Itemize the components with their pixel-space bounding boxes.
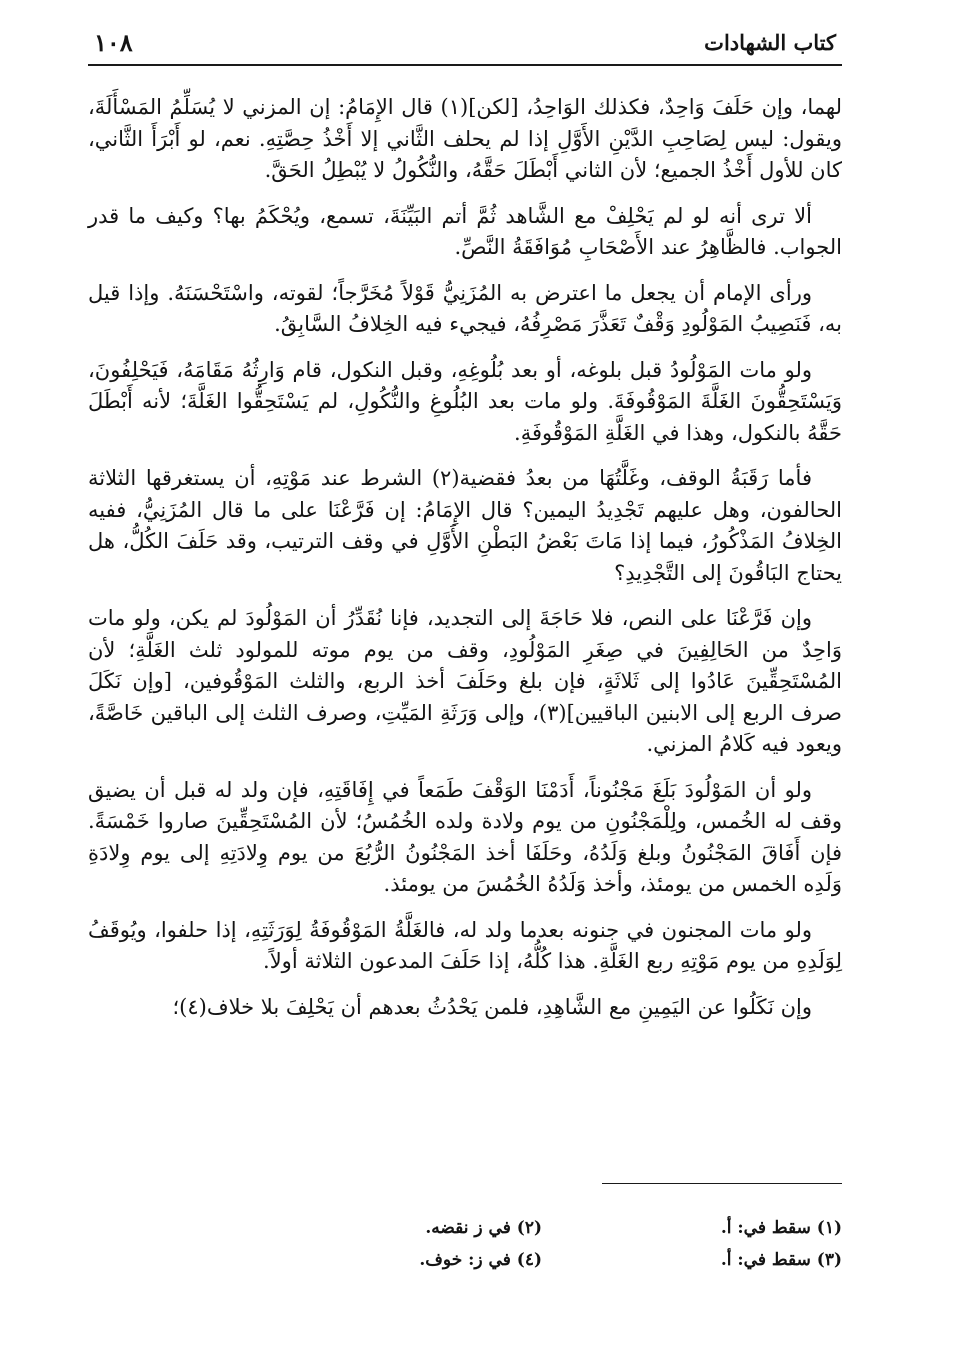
paragraph: لهما، وإن حَلَفَ وَاحِدٌ، فكذلك الوَاحِدُ، [لكن](١) قال الإِمَامُ: إن المزني لا يُسَلِّمُ المَسْأَلَةَ، ويقول: ليس لِصَاحِبِ الدَّيْنِ الأَوَّلِ إذا لم يحلف الثَّاني إلا أَخْذُ حِصَّتِهِ. نعم، لو أَبْرَأَ الثَّاني، كان للأول أَخْذُ الجميع؛ لأن الثاني أَبْطَلَ حَقَّهُ، والنُّكُولُ لا يُبْطِلُ الحَقَّ. bbox=[88, 95, 843, 182]
paragraph: ولو أن المَوْلُودَ بَلَغَ مَجْنُوناً، أَدَمْنَا الوَقْفَ طَمَعاً في إِفَاقَتِهِ، فإن ولد له قبل أن يضيق وقف له الخُمس، ولِلْمَجْنُونِ من يوم ولادة ولده الخُمُسُ؛ لأن المُسْتَحِقِّينَ صاروا خَمْسَةً. فإن أَفَاقَ المَجْنُونُ وبلغ وَلَدُهُ، وحَلَفَا أخذ المَجْنُونُ الرُّبُعَ من يوم وِلادَتِهِ إلى يوم وِلادَةِ وَلَدِه الخمس من يومئذ، وأخذ وَلَدُهُ الخُمُسَ من يومئذ. bbox=[88, 777, 842, 896]
footnote-number: (١) bbox=[816, 1218, 842, 1238]
footnote bbox=[242, 1212, 542, 1244]
paragraph: وإن فَرَّعْنَا على النص، فلا حَاجَةَ إلى التجديد، فإنا نُقَدِّرُ أن المَوْلُودَ لم يكن، ولو مات وَاحِدٌ من الحَالِفِينَ في صِغَرِ المَوْلُودِ، وقف من يوم موته للمولود ثلث الغَلَّةِ؛ لأن المُسْتَحِقِّينَ عَادُوا إلى ثَلاثَةٍ، فإن بلغ وحَلَفَ أخذ الربع، والثلث المَوْقُوفين، [وإن نَكَلَ صرف الربع إلى الابنين الباقيين](٣)، وإلى وَرَثَةِ المَيِّتِ، وصرف الثلث إلى الباقين خَاصَّةً، ويعود فيه كَلامُ المزني. bbox=[88, 606, 842, 756]
paragraph: ورأى الإمام أن يجعل ما اعترض به المُزَنِيُّ قَوْلاً مُخَرَّجاً؛ لقوته، واسْتَحْسَنَهُ. وإذا قيل به، فَنَصِيبُ المَوْلُودِ وَقْفٌ تَعَذَّرَ مَصْرِفُهُ، فيجيء فيه الخِلافُ السَّابِقُ. bbox=[88, 280, 842, 336]
footnote-number: (٣) bbox=[816, 1250, 842, 1270]
footnotes bbox=[88, 1212, 842, 1276]
paragraph: ولو مات المجنون في جنونه بعدما ولد له، فالغَلَّةُ المَوْقُوفَةُ لِوَرَثَتِهِ، إذا حلفوا، ويُوقَفُ لِوَلَدِهِ من يوم مَوْتِهِ ربع الغَلَّةِ. هذا كُلُّهُ، إذا حَلَفَ المدعون الثلاثة أولاً. bbox=[88, 917, 842, 973]
footnote bbox=[242, 1244, 542, 1276]
footnote-row bbox=[88, 1212, 842, 1244]
footnote-text: سقط في: أ. bbox=[720, 1250, 811, 1270]
footnote-text: في ز نقضه. bbox=[425, 1218, 511, 1238]
footnote bbox=[542, 1244, 842, 1276]
footnote-number: (٤) bbox=[516, 1250, 542, 1270]
paragraph: ألا ترى أنه لو لم يَحْلِفْ مع الشَّاهد ثُمَّ أتم البَيِّنَةَ، تسمع، ويُحْكَمُ بها؟ وكيف ما قدر الجواب. فالظَّاهِرُ عند الأَصْحَابِ مُوَافَقَةُ النَّصِّ. bbox=[88, 203, 842, 259]
paragraph: فأما رَقَبَةُ الوقف، وغَلَّتُهَا من بعدُ فقضية(٢) الشرط عند مَوْتِهِ، أن يستغرقها الثلاثة الحالفون، وهل عليهم تَجْدِيدُ اليمين؟ قال الإِمَامُ: إن فَرَّعْنَا على ما قال المُزَنِيُّ، ففيه الخِلافُ المَذْكُورُ، فيما إذا مَاتَ بَعْضُ البَطْنِ الأَوَّلِ في وقف الترتيب، وقد حَلَفَ الكُلُّ، هل يحتاج البَاقُونَ إلى التَّجْدِيدِ؟ bbox=[88, 466, 842, 585]
page-header bbox=[88, 22, 842, 66]
footnote-divider bbox=[602, 1183, 842, 1184]
footnote bbox=[542, 1212, 842, 1244]
footnote-text: في ز: خوف. bbox=[419, 1250, 511, 1270]
footnote-number: (٢) bbox=[516, 1218, 542, 1238]
footnote-row bbox=[88, 1244, 842, 1276]
page-number: ١٠٨ bbox=[94, 28, 133, 57]
book-title: كتاب الشهادات bbox=[704, 30, 836, 55]
paragraph: ولو مات المَوْلُودُ قبل بلوغه، أو بعد بُلُوغِهِ، وقبل النكول، قام وَارِثُهُ مَقَامَهُ، فَيَحْلِفُونَ، وَيَسْتَحِقُّونَ الغَلَّةَ المَوْقُوفَةَ. ولو مات بعد البُلُوغِ والنُّكُولِ، لم يَسْتَحِقُّوا الغَلَّةَ؛ لأنه أَبْطَلَ حَقَّهُ بالنكول، وهذا في الغَلَّةِ المَوْقُوفَةِ. bbox=[88, 357, 842, 445]
body-text bbox=[88, 92, 842, 1023]
footnote-text: سقط في: أ. bbox=[720, 1218, 811, 1238]
book-page bbox=[88, 22, 842, 1332]
paragraph: وإن نَكَلُوا عن اليَمِينِ مع الشَّاهِدِ، فلمن يَحْدُثُ بعدهم أن يَحْلِفَ بلا خلاف(٤)؛ bbox=[172, 994, 812, 1019]
